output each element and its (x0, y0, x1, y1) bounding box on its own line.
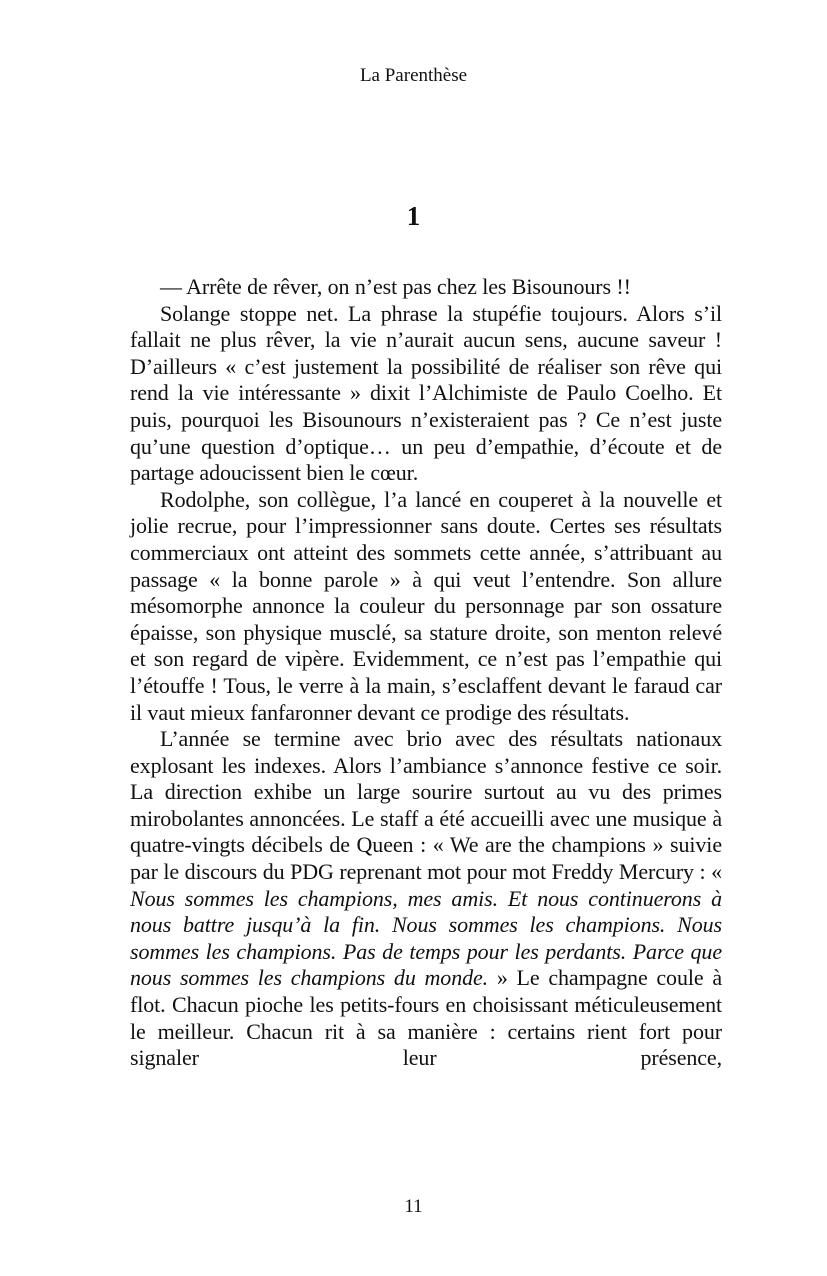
paragraph-4 (130, 726, 722, 1072)
paragraph-4-start: L’année se termine avec brio avec des résultats nationaux explosant les indexes. Alors l’ambiance s’annonce festive ce soir. La direction exhibe un large sourire surtout au vu des primes mirobolantes annoncées. Le staff a été accueilli avec une musique à quatre-vingts décibels de Queen : « We are the champions » suivie par le discours du PDG reprenant mot pour mot Freddy Mercury : « (130, 726, 722, 885)
chapter-number: 1 (406, 201, 421, 231)
paragraph-1: — Arrête de rêver, on n’est pas chez les Bisounours !! (160, 274, 631, 299)
paragraph-4-end: » Le champagne coule à flot. Chacun pioche les petits-fours en choisissant méticuleusement le meilleur. Chacun rit à sa manière : certains rient fort pour signaler leur présence, (130, 965, 722, 1071)
page-number: 11 (404, 1196, 423, 1217)
running-header: La Parenthèse (359, 65, 468, 86)
paragraph-4-quote: Nous sommes les champions, mes amis. Et nous continuerons à nous battre jusqu’à la fin. Nous sommes les champions. Nous sommes les champions. Pas de temps pour les perdants. Parce que nous sommes les champions du monde. (130, 885, 722, 991)
paragraph-3: Rodolphe, son collègue, l’a lancé en couperet à la nouvelle et jolie recrue, pour l’impressionner sans doute. Certes ses résultats commerciaux ont atteint des sommets cette année, s’attribuant au passage « la bonne parole » à qui veut l’entendre. Son allure mésomorphe annonce la couleur du personnage par son ossature épaisse, son physique musclé, sa stature droite, son menton relevé et son regard de vipère. Evidemment, ce n’est pas l’empathie qui l’étouffe ! Tous, le verre à la main, s’esclaffent devant le faraud car il vaut mieux fanfaronner devant ce prodige des résultats. (130, 486, 722, 725)
paragraph-2: Solange stoppe net. La phrase la stupéfie toujours. Alors s’il fallait ne plus rêver, la vie n’aurait aucun sens, aucune saveur ! D’ailleurs « c’est justement la possibilité de réaliser son rêve qui rend la vie intéressante » dixit l’Alchimiste de Paulo Coelho. Et puis, pourquoi les Bisounours n’existeraient pas ? Ce n’est juste qu’une question d’optique… un peu d’empathie, d’écoute et de partage adoucissent bien le cœur. (130, 300, 722, 486)
body-text (130, 274, 722, 1072)
